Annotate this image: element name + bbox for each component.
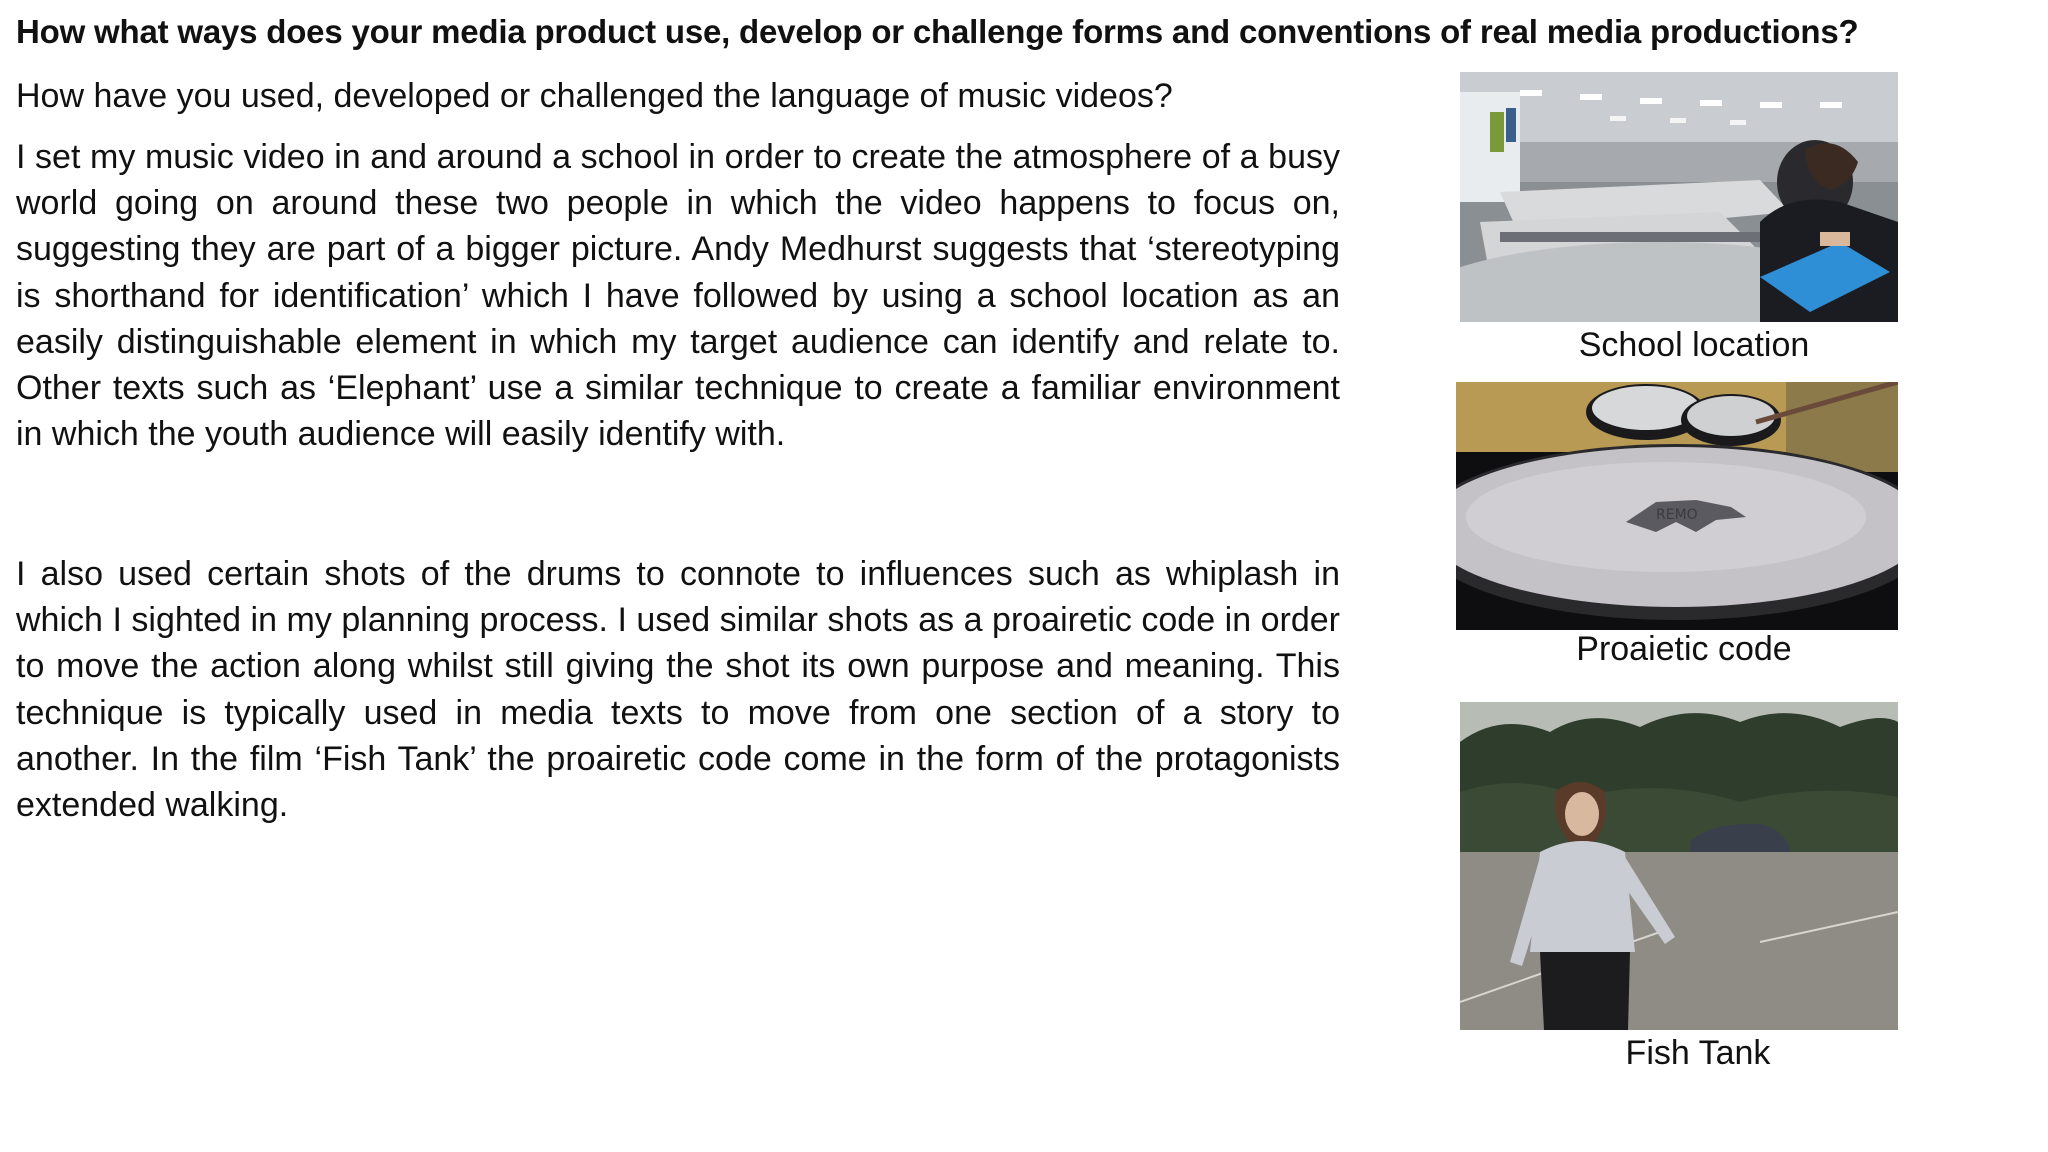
slide-subheading: How have you used, developed or challenged the language of music videos?	[16, 77, 1173, 115]
proairetic-code-caption: Proaietic code	[1576, 630, 1792, 668]
school-location-caption: School location	[1578, 326, 1810, 364]
fish-tank-still-photo	[1460, 702, 1898, 1030]
svg-text:REMO: REMO	[1656, 507, 1698, 523]
body-paragraph-drums: I also used certain shots of the drums to connote to influences such as whiplash in which I sighted in my planning process. I used similar shots as a proairetic code in order to move the action along whilst still giving the shot its own purpose and meaning. This technique is typically used in media texts to move from one section of a story to another. In the film ‘Fish Tank’ the proairetic code come in the form of the protagonists extended walking.	[16, 555, 1340, 825]
slide-title: How what ways does your media product use, develop or challenge forms and conventions of real media productions?	[16, 13, 1859, 50]
body-paragraph-school: I set my music video in and around a school in order to create the atmosphere of a busy world going on around these two people in which the video happens to focus on, suggesting they are part of a bigger picture. Andy Medhurst suggests that ‘stereotyping is shorthand for identification’ which I have followed by using a school location as an easily distinguishable element in which my target audience can identify and relate to. Other texts such as ‘Elephant’ use a similar technique to create a familiar environment in which the youth audience will easily identify with.	[16, 138, 1340, 454]
fish-tank-caption: Fish Tank	[1625, 1034, 1771, 1072]
school-location-photo	[1460, 72, 1898, 322]
drum-closeup-photo	[1456, 382, 1898, 630]
